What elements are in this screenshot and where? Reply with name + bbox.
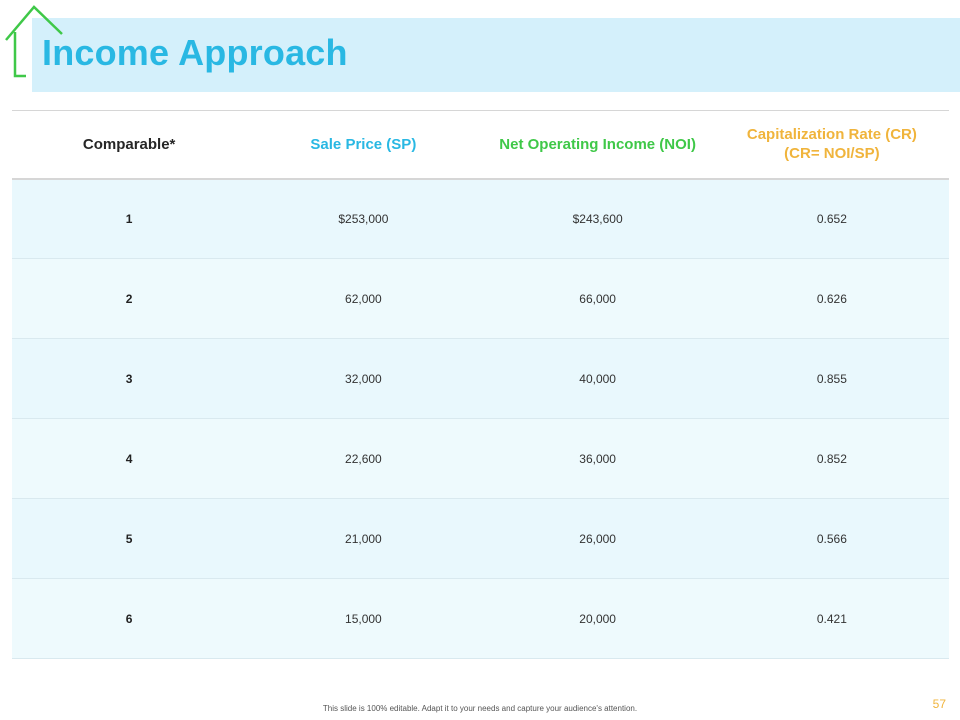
cell-noi: 36,000 (579, 451, 616, 466)
cell-comparable: 2 (125, 291, 133, 306)
cell-cap-rate: 0.652 (816, 211, 847, 226)
cell-comparable: 4 (125, 451, 133, 466)
cell-cap-rate: 0.855 (816, 371, 847, 386)
cell-sale-price: $253,000 (338, 211, 389, 226)
cell-cap-rate: 0.852 (816, 451, 847, 466)
cell-sale-price: 21,000 (345, 531, 382, 546)
cell-sale-price: 62,000 (345, 291, 382, 306)
cell-sale-price: 22,600 (345, 451, 382, 466)
footer-note: This slide is 100% editable. Adapt it to your needs and capture your audience's attention. (322, 704, 638, 713)
cell-noi: 40,000 (579, 371, 616, 386)
header-sale-price: Sale Price (SP) (310, 135, 417, 153)
header-cap-rate-line1: Capitalization Rate (CR) (746, 126, 917, 144)
income-table (12, 110, 949, 659)
header-cap-rate (715, 111, 949, 179)
cell-noi: $243,600 (572, 211, 623, 226)
cell-noi: 66,000 (579, 291, 616, 306)
table-row (12, 179, 949, 259)
table-row (12, 419, 949, 499)
cell-comparable: 3 (125, 371, 133, 386)
cell-comparable: 6 (125, 611, 133, 626)
table-row (12, 339, 949, 419)
cell-cap-rate: 0.626 (816, 291, 847, 306)
cell-cap-rate: 0.421 (816, 611, 847, 626)
cell-comparable: 1 (125, 211, 133, 226)
header-noi: Net Operating Income (NOI) (499, 135, 696, 153)
page-title: Income Approach (42, 32, 348, 73)
cell-sale-price: 32,000 (345, 371, 382, 386)
table-row (12, 579, 949, 659)
cell-sale-price: 15,000 (345, 611, 382, 626)
header-cap-rate-line2: (CR= NOI/SP) (784, 145, 880, 163)
page-number: 57 (932, 697, 946, 711)
cell-noi: 26,000 (579, 531, 616, 546)
table-row (12, 259, 949, 339)
table-row (12, 499, 949, 579)
header-comparable: Comparable* (82, 135, 176, 153)
cell-comparable: 5 (125, 531, 133, 546)
cell-cap-rate: 0.566 (816, 531, 847, 546)
table-header-row (12, 111, 949, 179)
cell-noi: 20,000 (579, 611, 616, 626)
